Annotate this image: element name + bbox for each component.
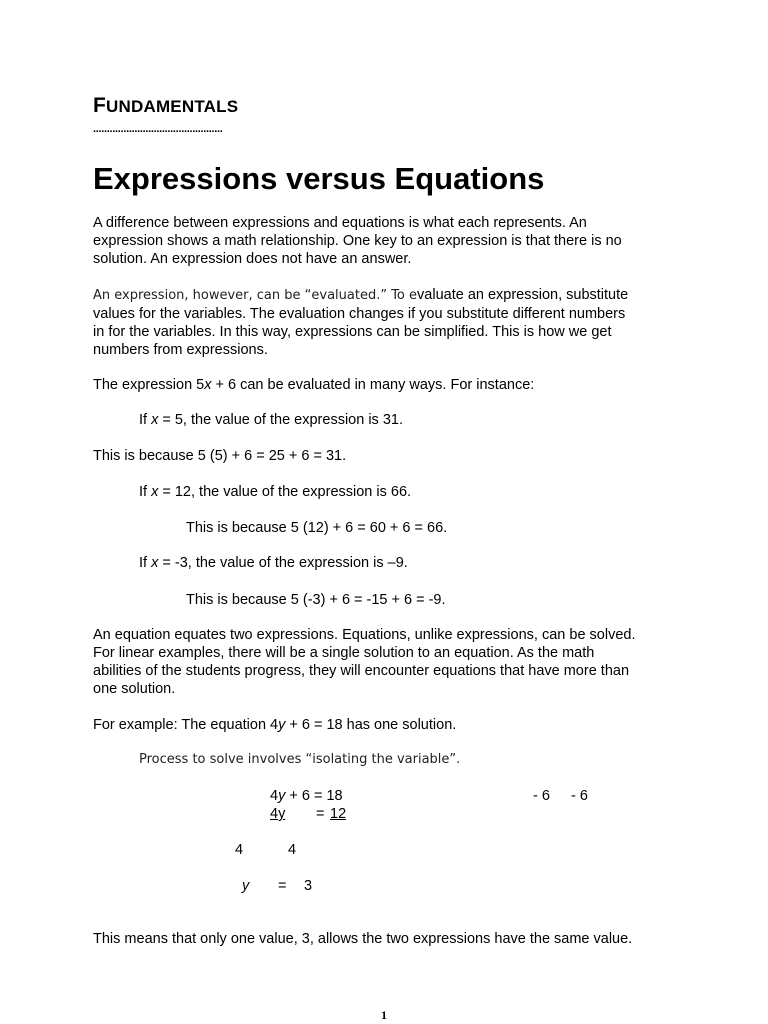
subtract-left: - 6 — [533, 788, 550, 804]
page-number: 1 — [381, 1008, 387, 1022]
divisor-right: 4 — [288, 842, 297, 858]
subtract-right: - 6 — [571, 788, 588, 804]
solution-step-2-equals: = — [316, 806, 325, 822]
divisor-left: 4 — [235, 842, 244, 858]
solution-equals: = — [278, 878, 287, 894]
example-3-statement: If x = -3, the value of the expression is –9. — [139, 555, 408, 571]
example-2-explanation: This is because 5 (12) + 6 = 60 + 6 = 66. — [186, 520, 448, 536]
paragraph-line: An expression, however, can be “evaluated.” To evaluate an expression, substitute — [93, 287, 629, 303]
process-note: Process to solve involves “isolating the variable”. — [139, 752, 461, 767]
section-label: FUNDAMENTALS — [93, 94, 239, 117]
paragraph-line: For linear examples, there will be a single solution to an equation. As the math — [93, 645, 595, 661]
solution-step-2-left: 4y — [270, 806, 286, 822]
paragraph-intro — [93, 214, 683, 268]
example-3-explanation: This is because 5 (-3) + 6 = -15 + 6 = -9. — [186, 592, 446, 608]
paragraph-line: in for the variables. In this way, expressions can be simplified. This is how we get — [93, 324, 612, 340]
example-1-explanation: This is because 5 (5) + 6 = 25 + 6 = 31. — [93, 448, 347, 464]
paragraph-line: An equation equates two expressions. Equations, unlike expressions, can be solved. — [93, 627, 636, 643]
dotted-rule: ............................................... — [93, 123, 223, 135]
paragraph-line: abilities of the students progress, they will encounter equations that have more than — [93, 663, 630, 679]
paragraph-line: expression shows a math relationship. One key to an expression is that there is no — [93, 233, 622, 249]
paragraph-equations — [93, 626, 683, 698]
paragraph-line: numbers from expressions. — [93, 342, 268, 358]
example-1-statement: If x = 5, the value of the expression is 31. — [139, 412, 403, 428]
example-2-statement: If x = 12, the value of the expression is 66. — [139, 484, 412, 500]
solution-value: 3 — [304, 878, 313, 894]
paragraph-line: solution. An expression does not have an answer. — [93, 251, 412, 267]
solution-variable: y — [242, 878, 250, 894]
page-title: Expressions versus Equations — [93, 161, 545, 196]
paragraph-line: values for the variables. The evaluation changes if you substitute different numbers — [93, 306, 626, 322]
solution-step-1: 4y + 6 = 18 — [270, 788, 343, 804]
paragraph-evaluation — [93, 286, 683, 359]
solution-step-2-right: 12 — [330, 806, 347, 822]
paragraph-expression-example: The expression 5x + 6 can be evaluated in many ways. For instance: — [93, 377, 535, 393]
paragraph-equation-example: For example: The equation 4y + 6 = 18 has one solution. — [93, 717, 457, 733]
conclusion: This means that only one value, 3, allows the two expressions have the same value. — [93, 931, 633, 947]
paragraph-line: one solution. — [93, 681, 176, 697]
paragraph-line: A difference between expressions and equations is what each represents. An — [93, 215, 587, 231]
